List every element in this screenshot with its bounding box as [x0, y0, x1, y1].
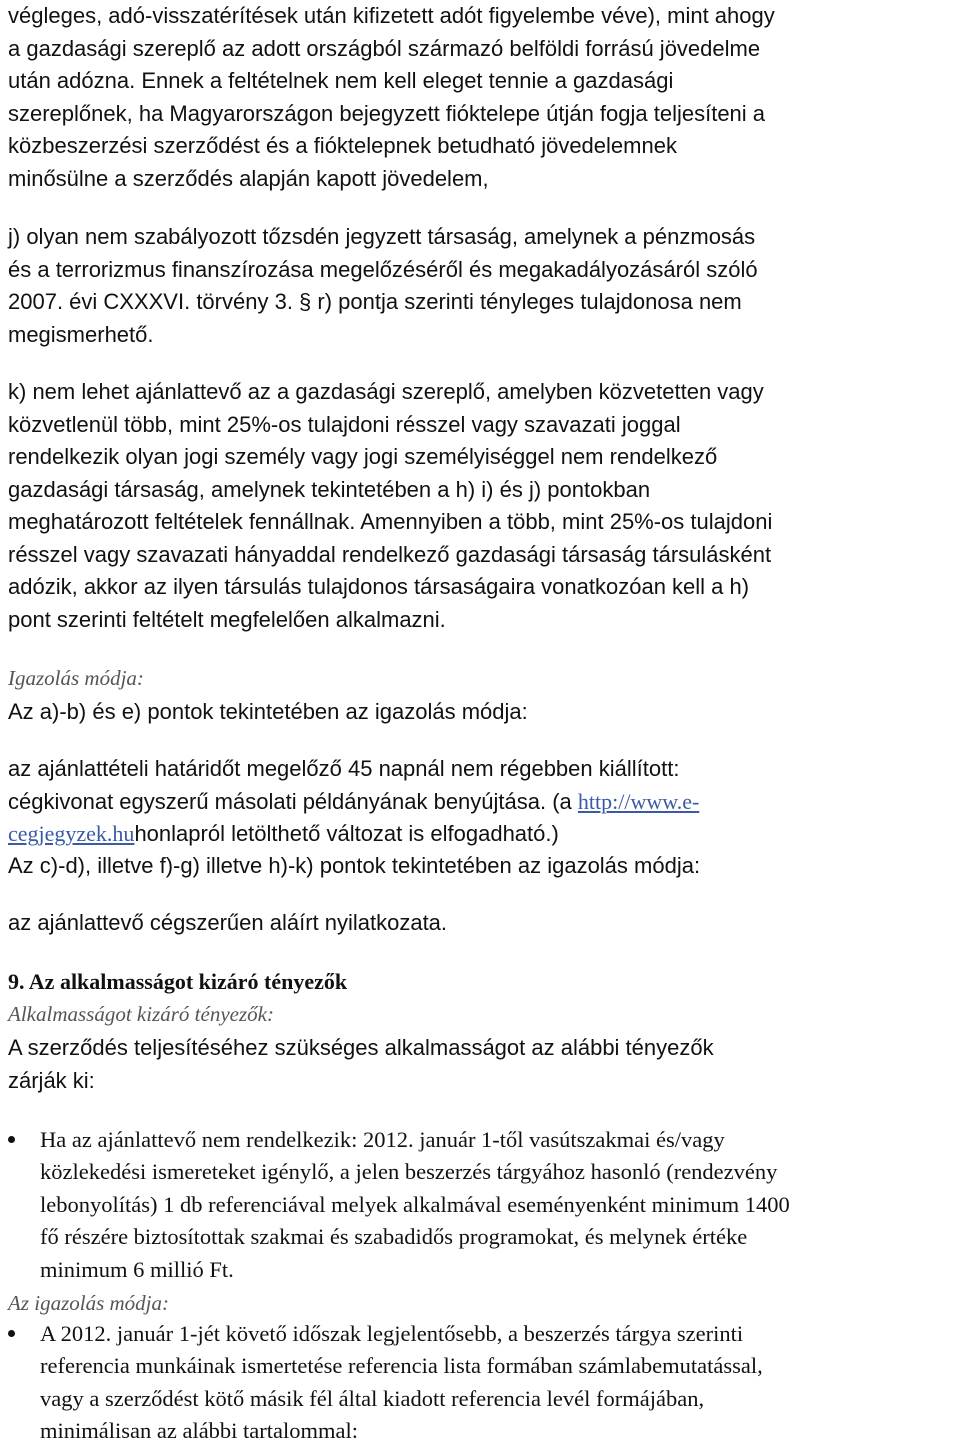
section-9-heading: 9. Az alkalmasságot kizáró tényezők — [8, 969, 348, 994]
bullet-icon — [8, 1136, 15, 1143]
text-line: A szerződés teljesítéséhez szükséges alkalmasságot az alábbi tényezők — [8, 1035, 714, 1060]
text-line: szereplőnek, ha Magyarországon bejegyzett fióktelepe útján fogja teljesíteni a — [8, 100, 766, 126]
bullet-verification-label: Az igazolás módja: — [8, 1291, 170, 1315]
exclusion-intro — [8, 1032, 954, 1097]
text-line: közlekedési ismereteket igénylő, a jelen beszerzés tárgyához hasonló (rendezvény — [40, 1159, 778, 1185]
text-line: pont szerinti feltételt megfelelően alkalmazni. — [8, 606, 446, 632]
text-line: k) nem lehet ajánlattevő az a gazdasági szereplő, amelyben közvetetten vagy — [8, 379, 764, 404]
text-span: cégkivonat egyszerű másolati példányának benyújtása. (a — [8, 788, 578, 814]
text-line: és a terrorizmus finanszírozása megelőzéséről és megakadályozásáról szóló — [8, 256, 758, 282]
text-line: minimálisan az alábbi tartalommal: — [40, 1418, 359, 1444]
bullet-icon — [8, 1330, 15, 1337]
verification-c-k: Az c)-d), illetve f)-g) illetve h)-k) pontok tekintetében az igazolás módja: — [8, 853, 701, 878]
text-line: adózik, akkor az ilyen társulás tulajdonos társaságaira vonatkozóan kell a h) — [8, 574, 750, 599]
cegjegyzek-link-continued[interactable]: cegjegyzek.hu — [8, 821, 135, 846]
text-line: a gazdasági szereplő az adott országból származó belföldi forrású jövedelme — [8, 35, 761, 61]
text-line: közbeszerzési szerződést és a fióktelepnek betudható jövedelemnek — [8, 133, 677, 158]
text-line: közvetlenül több, mint 25%-os tulajdoni résszel vagy szavazati joggal — [8, 411, 681, 437]
text-line: j) olyan nem szabályozott tőzsdén jegyzett társaság, amelynek a pénzmosás — [8, 224, 756, 249]
text-line: az ajánlattételi határidőt megelőző 45 napnál nem régebben kiállított: — [8, 756, 680, 781]
text-line: zárják ki: — [8, 1067, 95, 1093]
text-line: lebonyolítás) 1 db referenciával melyek alkalmával eseményenként minimum 1400 — [40, 1191, 790, 1217]
text-line: után adózna. Ennek a feltételnek nem kell eleget tennie a gazdasági — [8, 68, 674, 93]
verification-ab-e: Az a)-b) és e) pontok tekintetében az igazolás módja: — [8, 699, 528, 724]
text-line: referencia munkáinak ismertetése referencia lista formában számlabemutatással, — [40, 1353, 763, 1379]
text-line: vagy a szerződést kötő másik fél által kiadott referencia levél formájában, — [40, 1385, 705, 1411]
text-line: Ha az ajánlattevő nem rendelkezik: 2012. január 1-től vasútszakmai és/vagy — [40, 1127, 725, 1152]
text-line: végleges, adó-visszatérítések után kifizetett adót figyelembe véve), mint ahogy — [8, 3, 775, 28]
verification-label: Igazolás módja: — [8, 666, 144, 690]
list-item-text — [40, 1318, 954, 1448]
paragraph-point-j — [8, 221, 954, 351]
paragraph-income-condition — [8, 0, 954, 195]
verification-statement: az ajánlattevő cégszerűen aláírt nyilatkozata. — [8, 910, 448, 935]
text-line: minősülne a szerződés alapján kapott jövedelem, — [8, 165, 489, 191]
paragraph-point-k — [8, 376, 954, 636]
text-line: meghatározott feltételek fennállnak. Amennyiben a több, mint 25%-os tulajdoni — [8, 509, 773, 534]
text-line: gazdasági társaság, amelynek tekintetében a h) i) és j) pontokban — [8, 476, 651, 502]
list-item — [8, 1124, 954, 1286]
list-item-text — [40, 1124, 954, 1286]
text-line: minimum 6 millió Ft. — [40, 1256, 234, 1282]
text-span: honlapról letölthető változat is elfogadható.) — [134, 821, 559, 846]
text-line: fő részére biztosítottak szakmai és szabadidős programokat, és melynek értéke — [40, 1224, 748, 1250]
verification-deadline — [8, 753, 954, 851]
list-item — [8, 1318, 954, 1448]
text-line — [8, 818, 954, 851]
text-line: rendelkezik olyan jogi személy vagy jogi személyiséggel nem rendelkező — [8, 444, 718, 469]
text-line: A 2012. január 1-jét követő időszak legjelentősebb, a beszerzés tárgya szerinti — [40, 1321, 744, 1346]
exclusion-label: Alkalmasságot kizáró tényezők: — [8, 1002, 274, 1026]
cegjegyzek-link[interactable]: http://www.e- — [577, 788, 700, 814]
text-line: résszel vagy szavazati hányaddal rendelkező gazdasági társaság társulásként — [8, 541, 772, 567]
text-line — [8, 786, 954, 819]
text-line: megismerhető. — [8, 321, 154, 347]
text-line: 2007. évi CXXXVI. törvény 3. § r) pontja szerinti tényleges tulajdonosa nem — [8, 289, 742, 314]
